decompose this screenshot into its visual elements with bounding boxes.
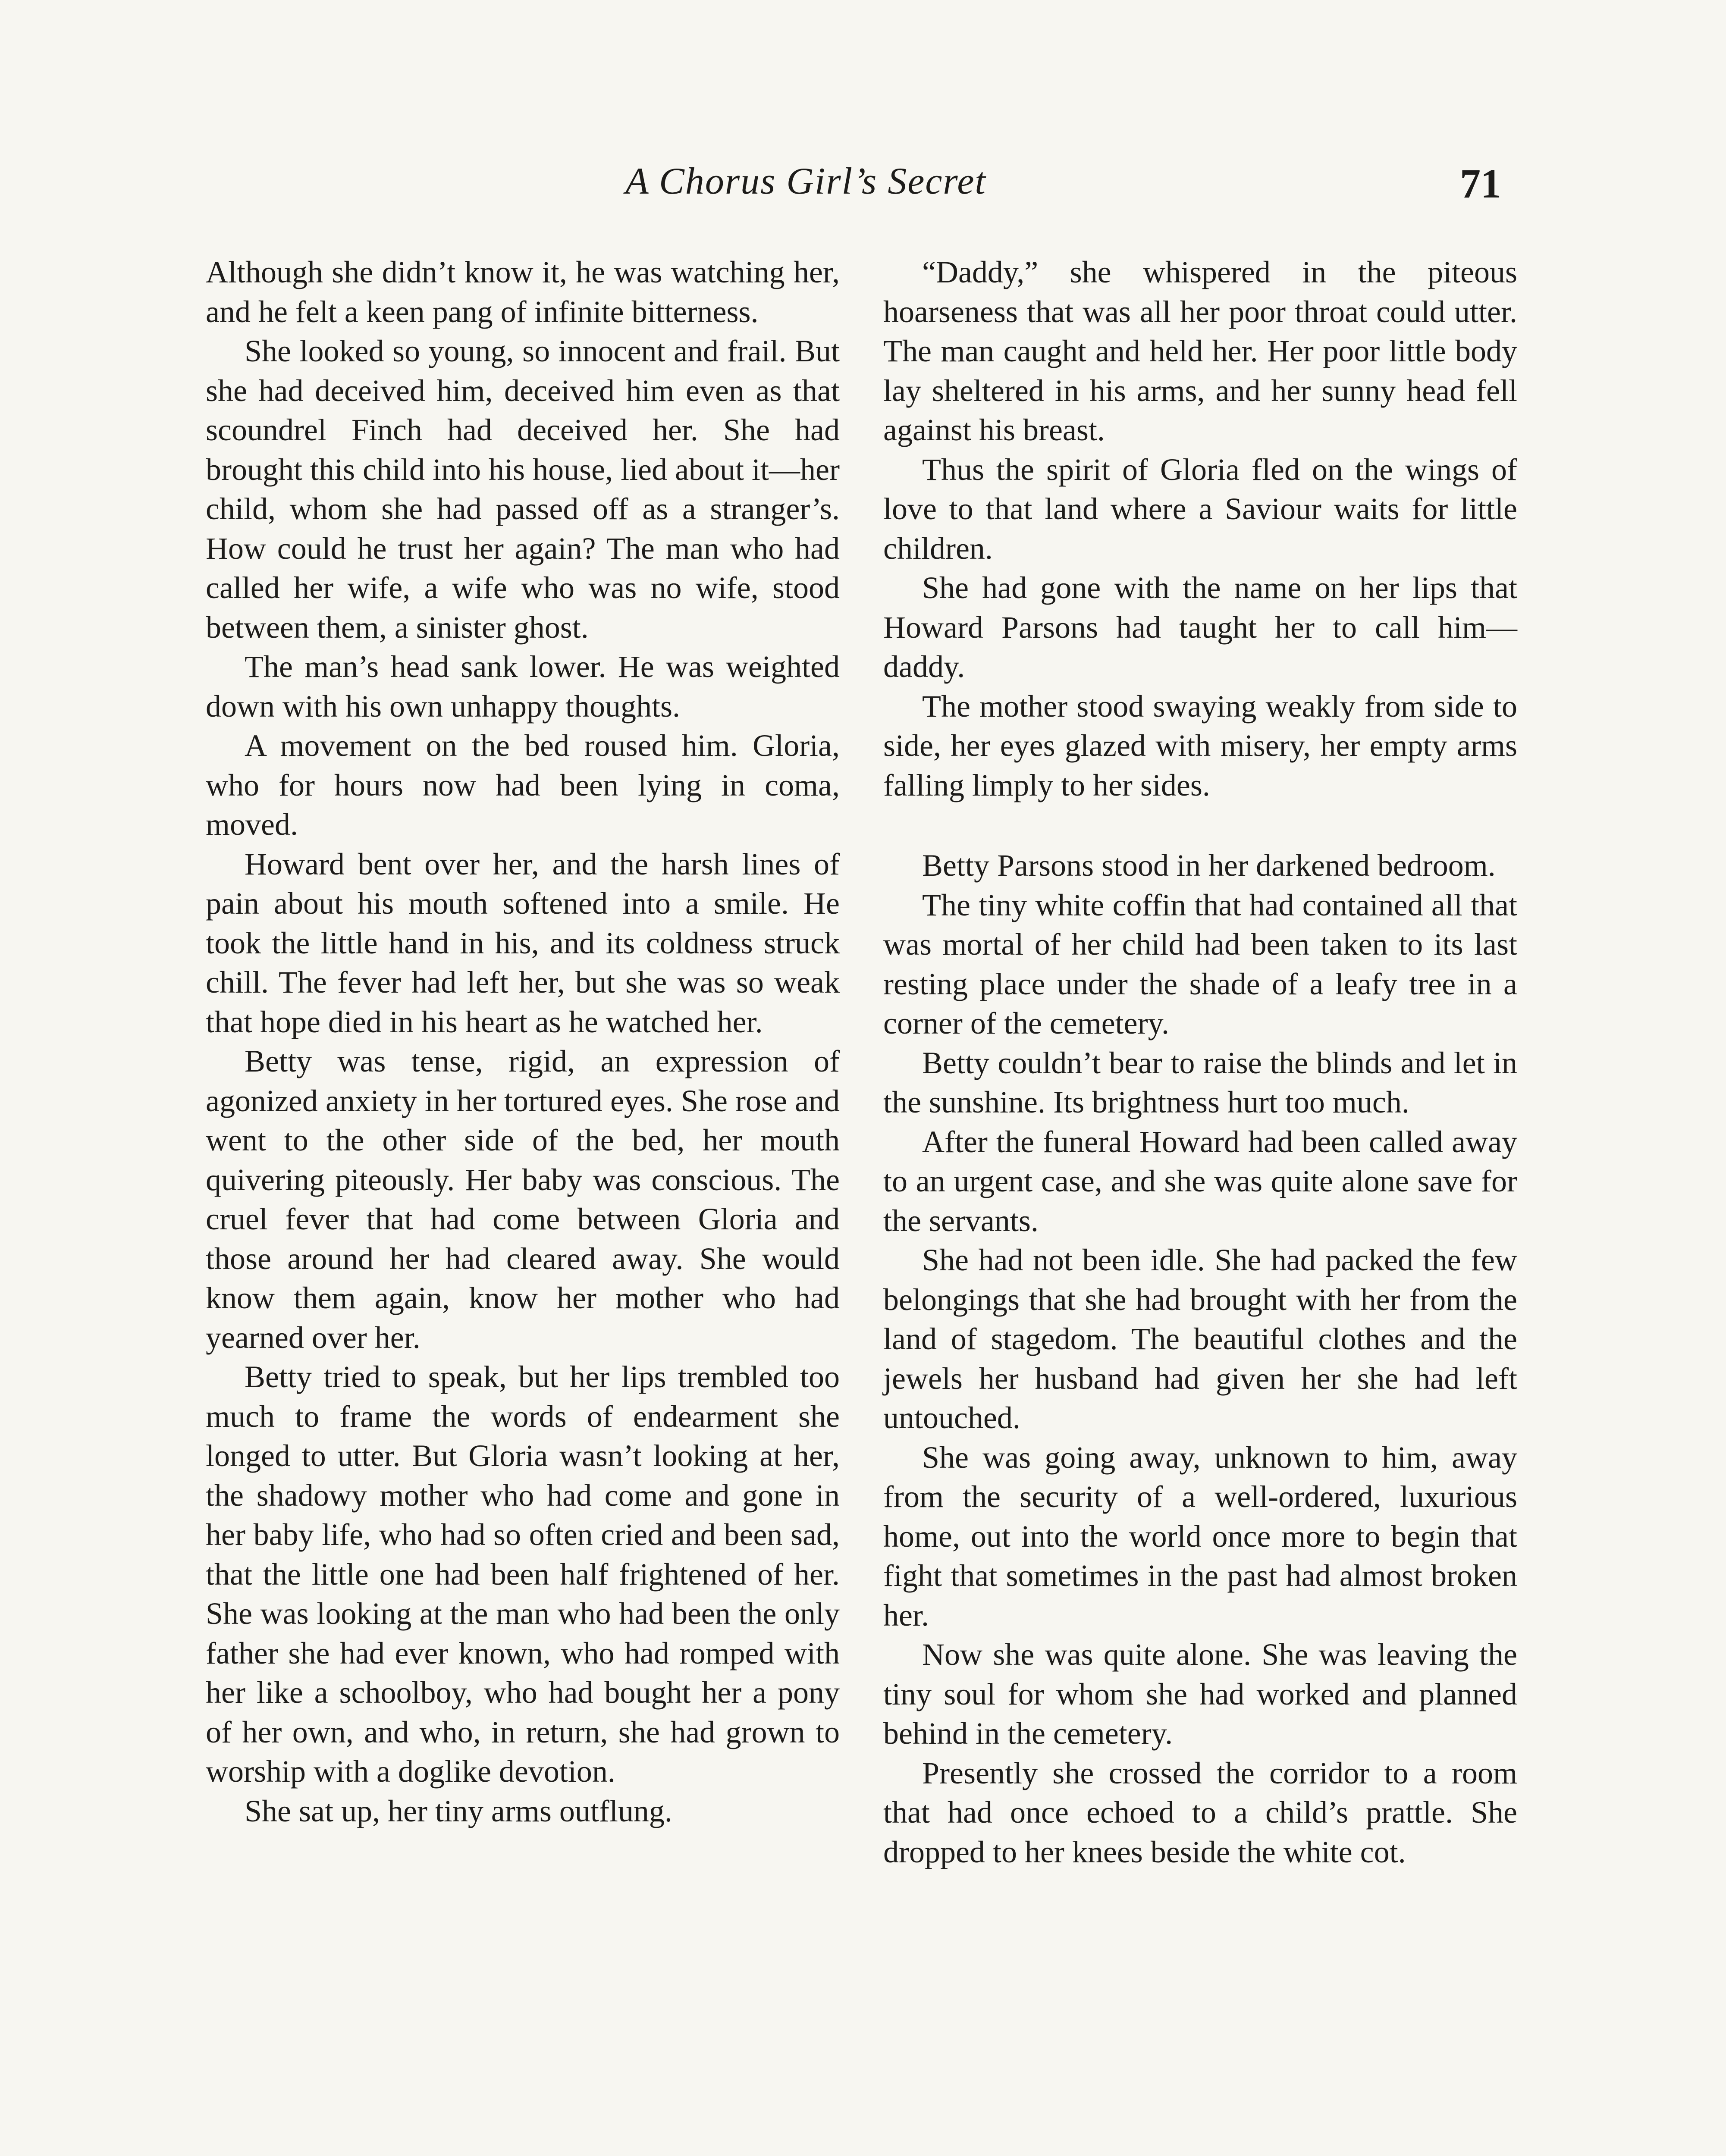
paragraph: Betty couldn’t bear to raise the blinds and let in the sunshine. Its brightness hurt too much.: [883, 1045, 1517, 1119]
paragraph: The man’s head sank lower. He was weighted down with his own unhappy thoughts.: [206, 649, 840, 724]
paragraph: She sat up, her tiny arms outflung.: [245, 1793, 672, 1828]
paragraph: Thus the spirit of Gloria fled on the wings of love to that land where a Saviour waits for little children.: [883, 452, 1517, 566]
left-column: [206, 253, 840, 1831]
paragraph: The tiny white coffin that had contained all that was mortal of her child had been taken to its last resting place under the shade of a leafy tree in a corner of the cemetery.: [883, 887, 1517, 1040]
paragraph: Betty tried to speak, but her lips trembled too much to frame the words of endearment she longed to utter. But Gloria wasn’t looking at her, the shadowy mother who had come and gone in her baby life, who had so often cried and been sad, that the little one had been half frightened of her. She was looking at the man who had been the only father she had ever known, who had romped with her like a schoolboy, who had bought her a pony of her own, and who, in return, she had grown to worship with a doglike devotion.: [206, 1360, 840, 1789]
paragraph: Now she was quite alone. She was leaving the tiny soul for whom she had worked and planned behind in the cemetery.: [883, 1637, 1517, 1751]
paragraph: Howard bent over her, and the harsh lines of pain about his mouth softened into a smile. He took the little hand in his, and its coldness struck chill. The fever had left her, but she was so weak that hope died in his heart as he watched her.: [206, 846, 840, 1039]
page-number: 71: [1460, 160, 1501, 207]
paragraph: Betty was tense, rigid, an expression of agonized anxiety in her tortured eyes. She rose and went to the other side of the bed, her mouth quivering piteously. Her baby was conscious. The cruel fever that had come between Gloria and those around her had cleared away. She would know them again, know her mother who had yearned over her.: [206, 1044, 840, 1355]
paragraph: “Daddy,” she whispered in the piteous hoarseness that was all her poor throat could utter. The man caught and held her. Her poor little body lay sheltered in his arms, and her sunny head fell against his breast.: [883, 255, 1517, 447]
paragraph: Betty Parsons stood in her darkened bedroom.: [922, 848, 1496, 883]
paragraph: The mother stood swaying weakly from side to side, her eyes glazed with misery, her empty arms falling limply to her sides.: [883, 689, 1517, 802]
running-title: A Chorus Girl’s Secret: [625, 160, 986, 202]
paragraph: After the funeral Howard had been called away to an urgent case, and she was quite alone save for the servants.: [883, 1124, 1517, 1238]
paragraph: Although she didn’t know it, he was watching her, and he felt a keen pang of infinite bitterness.: [206, 255, 840, 329]
paragraph: Presently she crossed the corridor to a room that had once echoed to a child’s prattle. She dropped to her knees beside the white cot.: [883, 1755, 1517, 1869]
paragraph: She was going away, unknown to him, away from the security of a well-ordered, luxurious home, out into the world once more to begin that fight that sometimes in the past had almost broken her.: [883, 1440, 1517, 1633]
paragraph: She had not been idle. She had packed the few belongings that she had brought with her from the land of stagedom. The beautiful clothes and the jewels her husband had given her she had left untouched.: [883, 1243, 1517, 1435]
right-column: [883, 253, 1517, 1872]
section-break: [883, 805, 1517, 846]
paragraph: She had gone with the name on her lips that Howard Parsons had taught her to call him—daddy.: [883, 570, 1517, 684]
paragraph: She looked so young, so innocent and frail. But she had deceived him, deceived him even as that scoundrel Finch had deceived her. She had brought this child into his house, lied about it—her child, whom she had passed off as a stranger’s. How could he trust her again? The man who had called her wife, a wife who was no wife, stood between them, a sinister ghost.: [206, 334, 840, 645]
paragraph: A movement on the bed roused him. Gloria, who for hours now had been lying in coma, moved.: [206, 728, 840, 842]
